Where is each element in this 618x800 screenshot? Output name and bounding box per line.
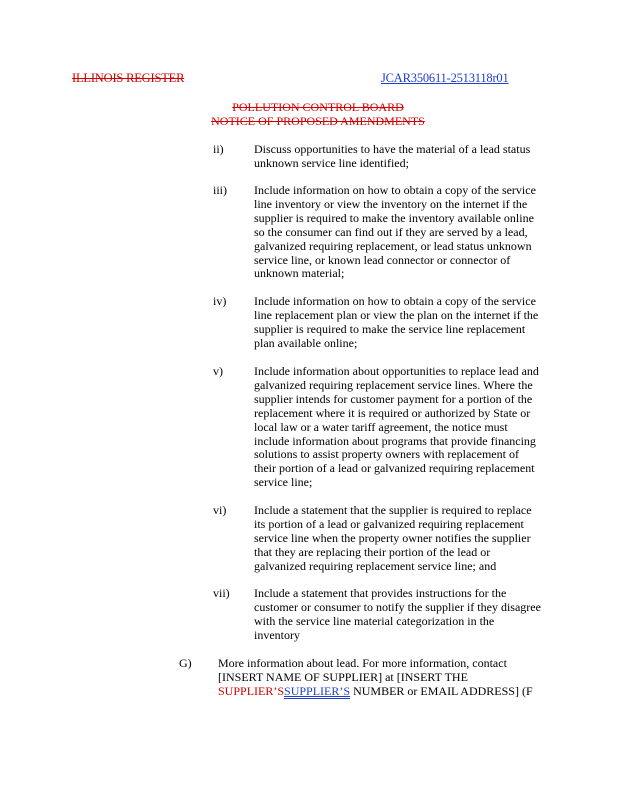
- item-line: Include information on how to obtain a copy of the service: [254, 183, 536, 197]
- item-line: [218, 685, 588, 699]
- agency-title: [0, 101, 618, 115]
- list-item-iii: [254, 184, 584, 281]
- item-line: galvanized requiring replacement, or lead status unknown: [254, 238, 532, 253]
- item-line: [INSERT NAME OF SUPPLIER] at [INSERT THE: [218, 669, 468, 684]
- item-line: customer or consumer to notify the supplier if they disagree: [254, 599, 541, 614]
- item-label: iii): [213, 183, 227, 197]
- list-item-iv: [254, 295, 584, 351]
- list-item-g: [218, 657, 588, 699]
- item-line: plan available online;: [254, 335, 358, 350]
- list-item-vii: [254, 587, 584, 643]
- item-line: local law or a water tariff agreement, the notice must: [254, 419, 508, 434]
- item-line: line replacement plan or view the plan on the internet if the: [254, 307, 539, 322]
- item-label: vii): [213, 586, 230, 600]
- document-code: JCAR350611-2513118r01: [381, 71, 509, 85]
- agency-title-text: POLLUTION CONTROL BOARD: [232, 100, 404, 114]
- item-line: galvanized requiring replacement service line; and: [254, 558, 497, 573]
- item-line: service line when the property owner notifies the supplier: [254, 530, 531, 545]
- list-item-ii: [254, 143, 584, 171]
- item-label: ii): [213, 142, 224, 156]
- notice-title: [0, 115, 618, 129]
- item-line: its portion of a lead or galvanized requiring replacement: [254, 516, 524, 531]
- item-line: Include information about opportunities to replace lead and: [254, 364, 539, 378]
- item-line: Include a statement that provides instructions for the: [254, 586, 507, 600]
- item-line: unknown service line identified;: [254, 155, 409, 170]
- item-label: vi): [213, 503, 227, 517]
- item-line: More information about lead. For more information, contact: [218, 656, 507, 670]
- item-label: v): [213, 364, 223, 378]
- item-line: service line, or known lead connector or connector of: [254, 252, 511, 267]
- notice-title-text: NOTICE OF PROPOSED AMENDMENTS: [211, 114, 425, 128]
- inserted-text: SUPPLIER’S: [284, 683, 351, 698]
- register-header: ILLINOIS REGISTER: [72, 71, 185, 85]
- item-line: Discuss opportunities to have the material of a lead status: [254, 142, 531, 156]
- list-item-v: [254, 365, 584, 490]
- item-line: inventory: [254, 627, 300, 642]
- item-line: unknown material;: [254, 266, 345, 281]
- item-line: Include a statement that the supplier is required to replace: [254, 503, 532, 517]
- deleted-text: SUPPLIER’S: [218, 683, 285, 698]
- item-label: iv): [213, 294, 227, 308]
- item-line: Include information on how to obtain a copy of the service: [254, 294, 536, 308]
- item-line: so the consumer can find out if they are served by a lead,: [254, 224, 528, 239]
- item-line: solutions to assist property owners with replacement of: [254, 447, 519, 462]
- item-line: include information about programs that provide financing: [254, 433, 536, 448]
- item-line: with the service line material categorization in the: [254, 613, 495, 628]
- item-line: supplier is required to make the service line replacement: [254, 321, 526, 336]
- item-line: supplier is required to make the inventory available online: [254, 210, 534, 225]
- item-line-rest: NUMBER or EMAIL ADDRESS] (F: [350, 683, 533, 698]
- item-line: their portion of a lead or galvanized requiring replacement: [254, 461, 535, 476]
- item-line: supplier intends for customer payment for a portion of the: [254, 391, 533, 406]
- item-g-label: G): [179, 656, 192, 670]
- item-line: galvanized requiring replacement service lines. Where the: [254, 377, 533, 392]
- list-item-vi: [254, 504, 584, 574]
- item-line: replacement where it is required or authorized by State or: [254, 405, 531, 420]
- item-line: line inventory or view the inventory on the internet if the: [254, 196, 528, 211]
- item-line: service line;: [254, 475, 313, 490]
- item-line: that they are replacing their portion of the lead or: [254, 544, 491, 559]
